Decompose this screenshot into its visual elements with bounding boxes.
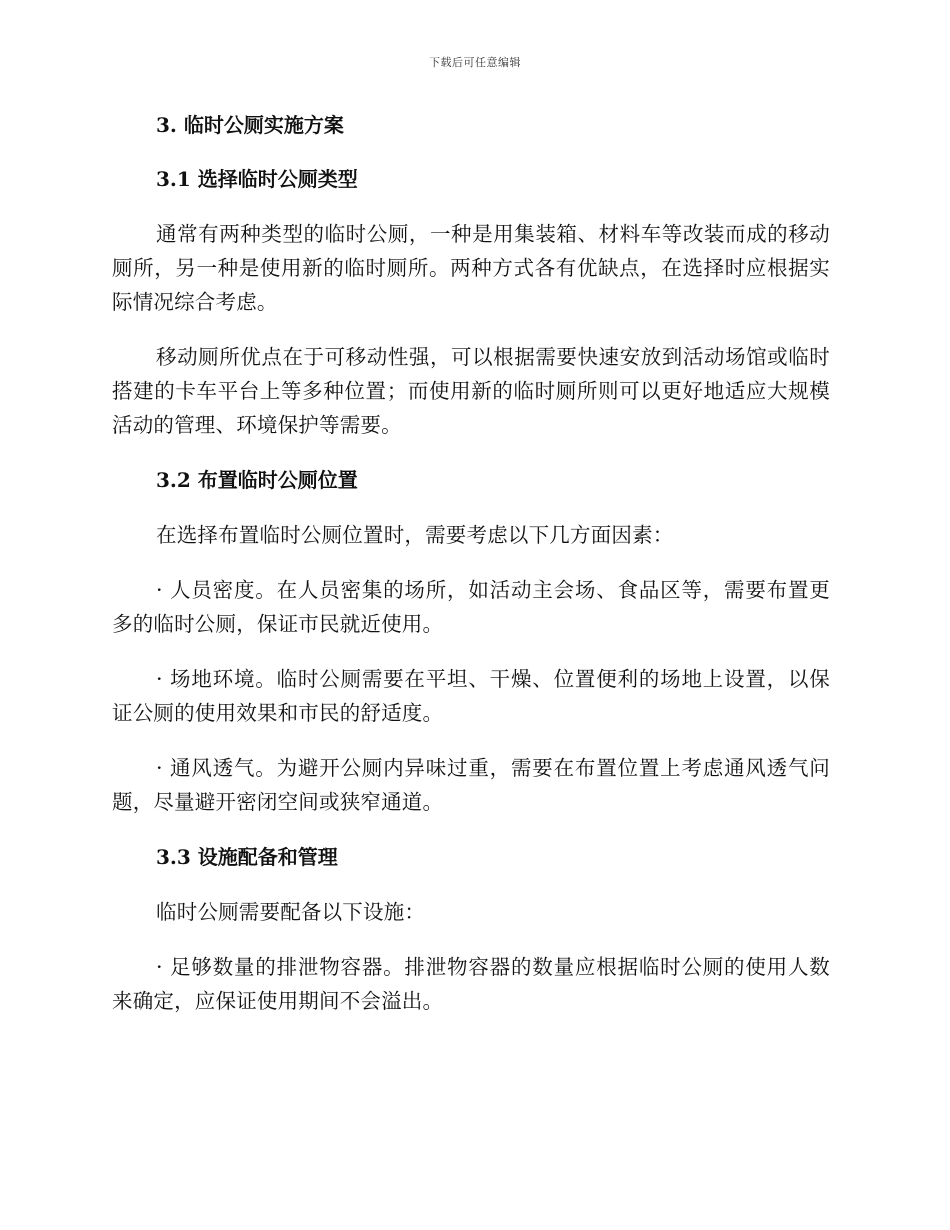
subsection-heading-3-1: 3.1 选择临时公厕类型	[156, 167, 358, 191]
bullet-item: · 通风透气。为避开公厕内异味过重，需要在布置位置上考虑通风透气问题，尽量避开密闭空间或狭窄通道。	[112, 756, 830, 814]
document-body	[112, 108, 830, 1018]
paragraph: 通常有两种类型的临时公厕，一种是用集装箱、材料车等改装而成的移动厕所，另一种是使用新的临时厕所。两种方式各有优缺点，在选择时应根据实际情况综合考虑。	[112, 222, 830, 314]
bullet-item: · 足够数量的排泄物容器。排泄物容器的数量应根据临时公厕的使用人数来确定，应保证使用期间不会溢出。	[112, 955, 830, 1013]
section-title: 3. 临时公厕实施方案	[156, 113, 344, 137]
paragraph: 在选择布置临时公厕位置时，需要考虑以下几方面因素：	[156, 523, 674, 547]
bullet-item: · 场地环境。临时公厕需要在平坦、干燥、位置便利的场地上设置，以保证公厕的使用效果和市民的舒适度。	[112, 667, 830, 725]
page-header: 下载后可任意编辑	[429, 56, 521, 69]
subsection-heading-3-2: 3.2 布置临时公厕位置	[156, 468, 358, 492]
bullet-item: · 人员密度。在人员密集的场所，如活动主会场、食品区等，需要布置更多的临时公厕，保证市民就近使用。	[112, 578, 830, 636]
paragraph: 移动厕所优点在于可移动性强，可以根据需要快速安放到活动场馆或临时搭建的卡车平台上等多种位置；而使用新的临时厕所则可以更好地适应大规模活动的管理、环境保护等需要。	[112, 345, 830, 437]
paragraph: 临时公厕需要配备以下设施：	[156, 900, 426, 924]
subsection-heading-3-3: 3.3 设施配备和管理	[156, 845, 338, 869]
